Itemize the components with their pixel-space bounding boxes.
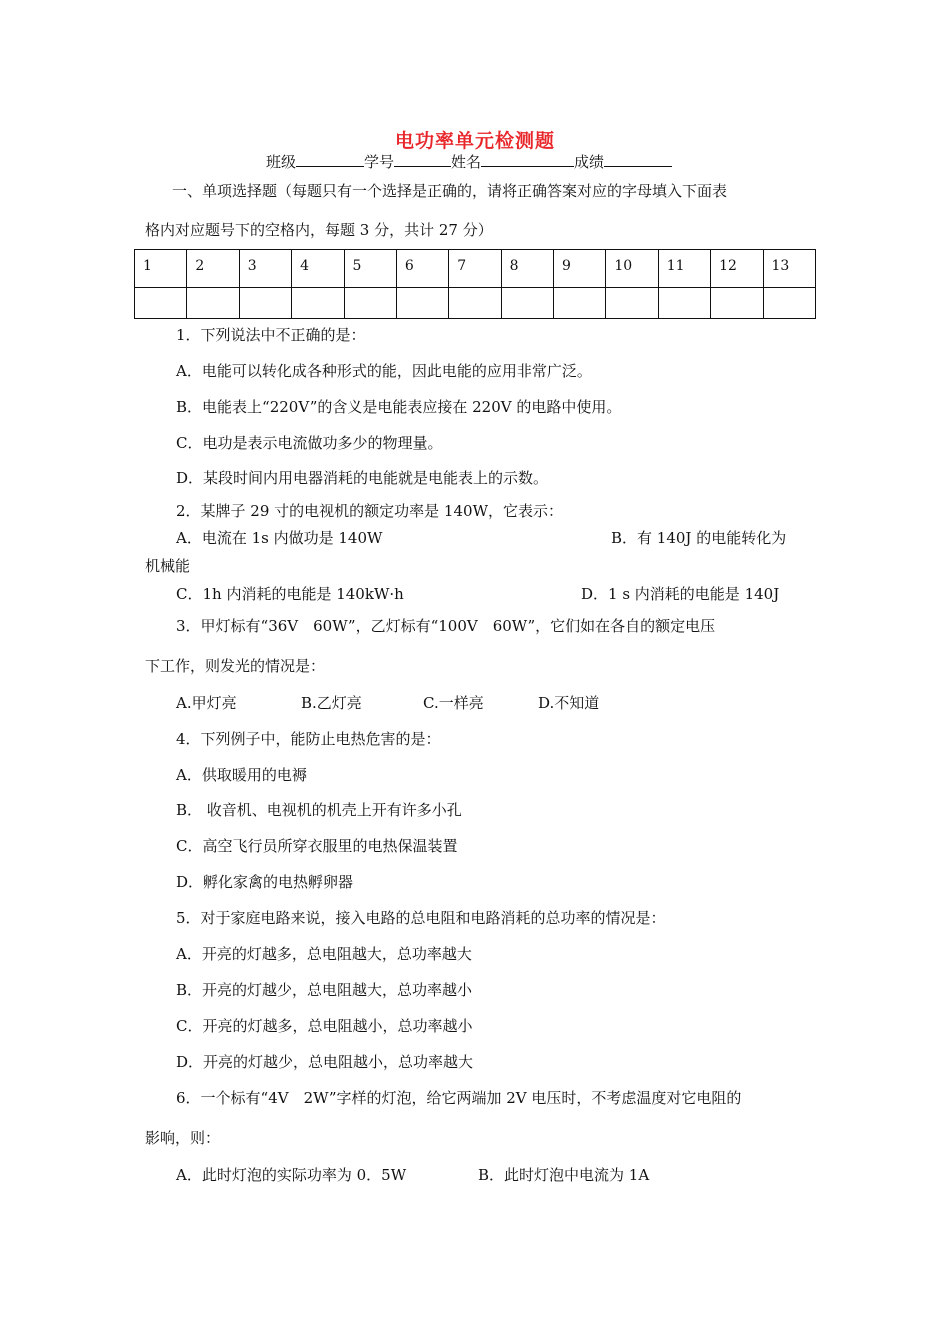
answer-cell[interactable] <box>658 288 710 319</box>
answer-cell[interactable] <box>344 288 396 319</box>
answer-table-answer-row <box>135 288 816 319</box>
q2-option-c: C．1h 内消耗的电能是 140kW·h <box>176 585 404 603</box>
answer-cell[interactable] <box>292 288 344 319</box>
answer-cell[interactable] <box>711 288 763 319</box>
class-label: 班级 <box>266 153 297 171</box>
question-number-cell: 10 <box>606 250 658 288</box>
question-number-cell: 13 <box>763 250 816 288</box>
student-id-label: 学号 <box>364 153 395 171</box>
name-label: 姓名 <box>451 153 482 171</box>
answer-cell[interactable] <box>554 288 606 319</box>
q3-option-b: B.乙灯亮 <box>301 694 362 712</box>
q1-option-b: B．电能表上“220V”的含义是电能表应接在 220V 的电路中使用。 <box>176 398 622 416</box>
student-id-blank[interactable] <box>394 151 451 167</box>
question-number-cell: 5 <box>344 250 396 288</box>
q1-option-c: C．电功是表示电流做功多少的物理量。 <box>176 434 443 452</box>
q4-option-c: C．高空飞行员所穿衣服里的电热保温装置 <box>176 837 458 855</box>
answer-cell[interactable] <box>396 288 448 319</box>
q6-stem-line1: 6．一个标有“4V 2W”字样的灯泡，给它两端加 2V 电压时，不考虑温度对它电阻的 <box>176 1089 742 1107</box>
q2-option-a: A．电流在 1s 内做功是 140W <box>176 529 383 547</box>
answer-cell[interactable] <box>135 288 187 319</box>
question-number-cell: 7 <box>449 250 501 288</box>
q4-option-a: A．供取暖用的电褥 <box>176 766 307 784</box>
q5-option-b: B．开亮的灯越少，总电阻越大，总功率越小 <box>176 981 473 999</box>
question-number-cell: 8 <box>501 250 553 288</box>
q3-option-a: A.甲灯亮 <box>176 694 237 712</box>
q6-stem-line2: 影响，则： <box>145 1129 221 1147</box>
student-info-line <box>266 151 672 172</box>
score-label: 成绩 <box>574 153 605 171</box>
question-number-cell: 3 <box>239 250 291 288</box>
name-blank[interactable] <box>481 151 574 167</box>
question-number-cell: 6 <box>396 250 448 288</box>
page-title: 电功率单元检测题 <box>394 130 555 152</box>
answer-table <box>134 249 816 319</box>
question-number-cell: 1 <box>135 250 187 288</box>
q5-option-a: A．开亮的灯越多，总电阻越大，总功率越大 <box>176 945 472 963</box>
answer-table-header-row <box>135 250 816 288</box>
question-number-cell: 11 <box>658 250 710 288</box>
answer-cell[interactable] <box>239 288 291 319</box>
question-number-cell: 9 <box>554 250 606 288</box>
answer-cell[interactable] <box>449 288 501 319</box>
answer-cell[interactable] <box>606 288 658 319</box>
q1-option-d: D．某段时间内用电器消耗的电能就是电能表上的示数。 <box>176 469 549 487</box>
q6-option-b: B．此时灯泡中电流为 1A <box>478 1166 650 1184</box>
question-number-cell: 12 <box>711 250 763 288</box>
section-intro-line2: 格内对应题号下的空格内，每题 3 分，共计 27 分） <box>145 221 493 239</box>
q4-stem: 4．下列例子中，能防止电热危害的是： <box>176 730 441 748</box>
q1-option-a: A．电能可以转化成各种形式的能，因此电能的应用非常广泛。 <box>176 362 592 380</box>
q1-stem: 1．下列说法中不正确的是： <box>176 326 366 344</box>
q3-option-c: C.一样亮 <box>423 694 484 712</box>
q5-option-c: C．开亮的灯越多，总电阻越小，总功率越小 <box>176 1017 473 1035</box>
question-number-cell: 4 <box>292 250 344 288</box>
q3-stem-line2: 下工作，则发光的情况是： <box>145 657 326 675</box>
q5-option-d: D．开亮的灯越少，总电阻越小，总功率越大 <box>176 1053 474 1071</box>
q3-option-d: D.不知道 <box>538 694 600 712</box>
q5-stem: 5．对于家庭电路来说，接入电路的总电阻和电路消耗的总功率的情况是： <box>176 909 666 927</box>
q2-stem: 2．某牌子 29 寸的电视机的额定功率是 140W，它表示： <box>176 502 563 520</box>
answer-cell[interactable] <box>763 288 816 319</box>
class-blank[interactable] <box>296 151 364 167</box>
score-blank[interactable] <box>604 151 672 167</box>
q2-option-b-part1: B．有 140J 的电能转化为 <box>611 529 787 547</box>
q4-option-b: B． 收音机、电视机的机壳上开有许多小孔 <box>176 801 462 819</box>
q2-option-b-part2: 机械能 <box>145 557 191 575</box>
section-intro-line1: 一、单项选择题（每题只有一个选择是正确的，请将正确答案对应的字母填入下面表 <box>172 182 728 200</box>
answer-cell[interactable] <box>501 288 553 319</box>
question-number-cell: 2 <box>187 250 239 288</box>
q4-option-d: D．孵化家禽的电热孵卵器 <box>176 873 354 891</box>
q3-stem-line1: 3．甲灯标有“36V 60W”，乙灯标有“100V 60W”，它们如在各自的额定电压 <box>176 617 716 635</box>
answer-cell[interactable] <box>187 288 239 319</box>
q2-option-d: D．1 s 内消耗的电能是 140J <box>581 585 780 603</box>
q6-option-a: A．此时灯泡的实际功率为 0．5W <box>176 1166 407 1184</box>
